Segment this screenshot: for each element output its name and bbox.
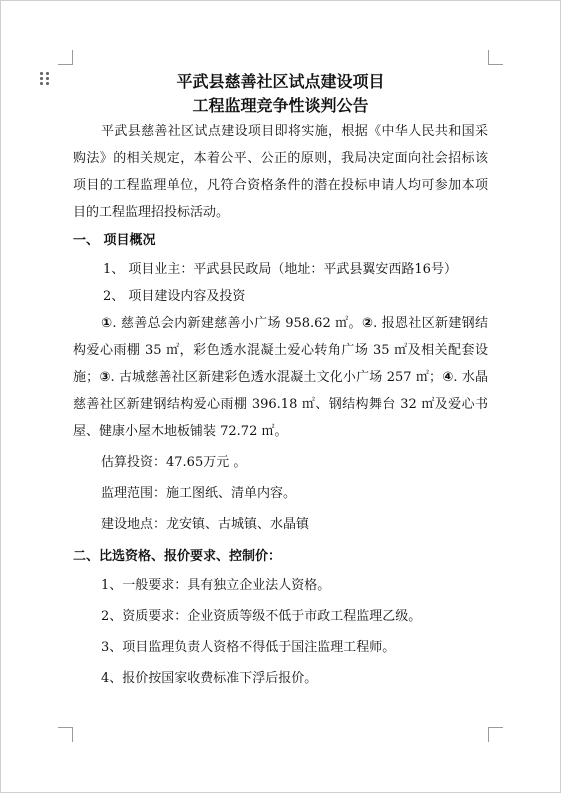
construction-details-paragraph (73, 310, 488, 445)
margin-corner-top-left (58, 50, 73, 65)
requirement-item: 2、资质要求：企业资质等级不低于市政工程监理乙级。 (101, 609, 422, 624)
intro-paragraph: 平武县慈善社区试点建设项目即将实施，根据《中华人民共和国采购法》的相关规定，本着公平、公正的原则，我局决定面向社会招标该项目的工程监理单位，凡符合资格条件的潜在投标申请人均可参加本项目的工程监理招投标活动。 (73, 124, 488, 220)
location-line: 建设地点：龙安镇、古城镇、水晶镇 (101, 517, 310, 532)
detail-1: . 慈善总会内新建慈善小广场 958.62 ㎡。 (112, 316, 362, 331)
detail-2: . 报恩社区新建钢结构爱心雨棚 35 ㎡，彩色透水混凝土爱心转角广场 35 ㎡及相关配套设施； (73, 316, 488, 385)
title-line-1: 平武县慈善社区试点建设项目 (176, 72, 385, 91)
drag-handle-icon[interactable] (40, 72, 50, 86)
marker-2: ② (361, 316, 374, 331)
document-body (73, 70, 488, 692)
margin-corner-bottom-left (58, 727, 73, 742)
marker-3: ③ (99, 370, 111, 385)
title-line-2: 工程监理竞争性谈判公告 (192, 96, 369, 115)
requirement-item: 1、一般要求：具有独立企业法人资格。 (101, 578, 331, 593)
project-owner-item: 1、 项目业主：平武县民政局（地址：平武县翼安西路16号） (103, 262, 457, 277)
margin-corner-bottom-right (488, 727, 503, 742)
construction-content-item: 2、 项目建设内容及投资 (103, 289, 246, 304)
marker-4: ④ (442, 370, 454, 385)
scope-line: 监理范围：施工图纸、清单内容。 (101, 486, 297, 501)
detail-3: . 古城慈善社区新建彩色透水混凝土文化小广场 257 ㎡； (110, 370, 443, 385)
margin-corner-top-right (488, 50, 503, 65)
requirement-item: 4、报价按国家收费标准下浮后报价。 (101, 671, 318, 686)
marker-1: ① (101, 316, 113, 331)
budget-line: 估算投资：47.65万元 。 (101, 455, 247, 470)
requirement-item: 3、项目监理负责人资格不得低于国注监理工程师。 (101, 640, 396, 655)
section-1-heading: 一、 项目概况 (73, 233, 156, 248)
section-2-heading: 二、比选资格、报价要求、控制价： (73, 549, 282, 564)
detail-4: . 水晶慈善社区新建钢结构爱心雨棚 396.18 ㎡、钢结构舞台 32 ㎡及爱心书屋、健康小屋木地板铺装 72.72 ㎡。 (73, 370, 489, 439)
